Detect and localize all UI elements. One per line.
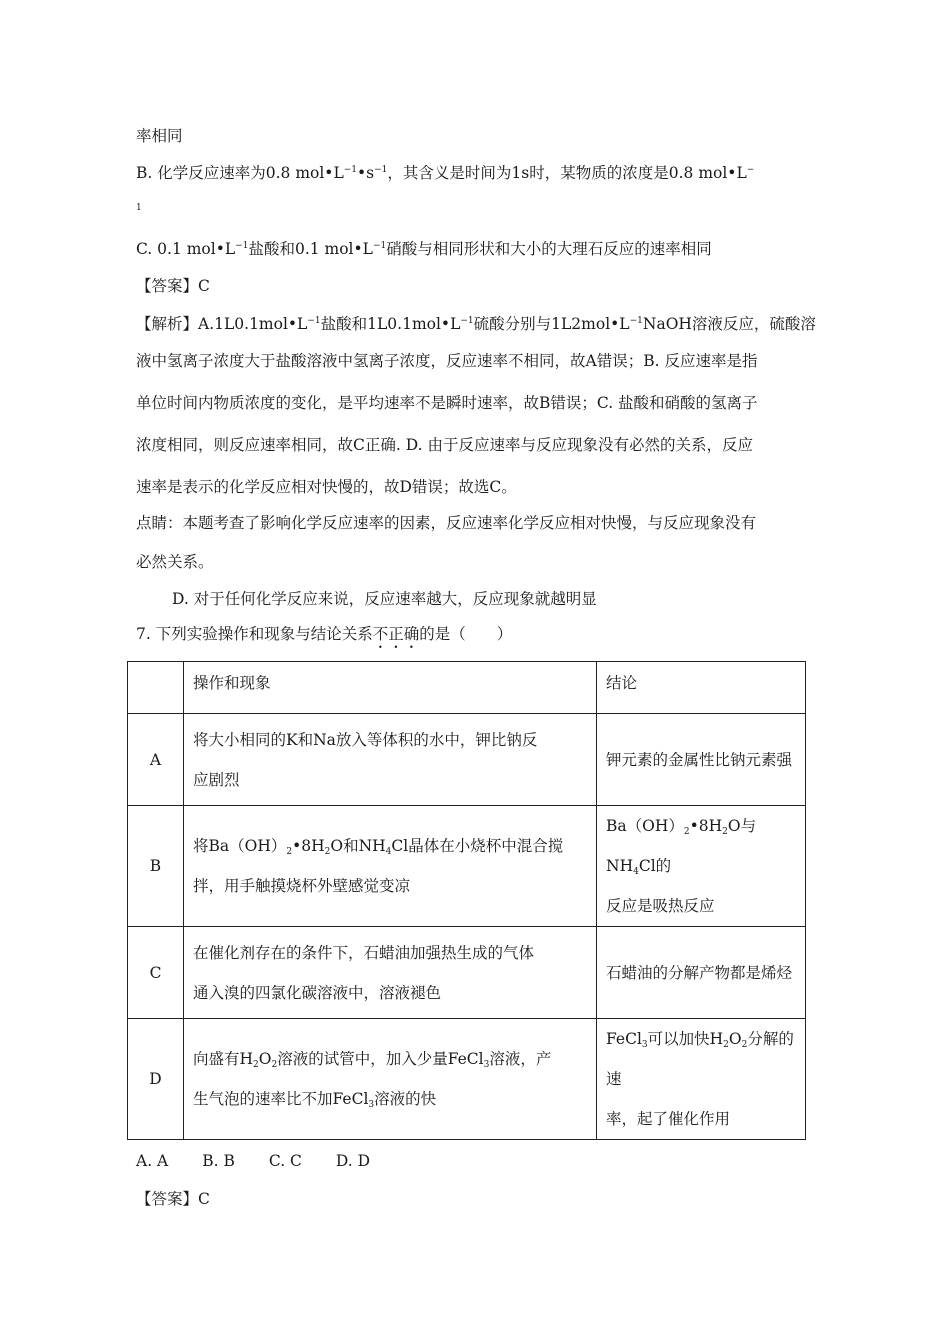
- option-b-line: [136, 163, 754, 183]
- text: 分解的速: [606, 1030, 794, 1088]
- text-line-wrap: [136, 198, 142, 218]
- text: 点睛：本题考查了影响化学反应速率的因素，反应速率化学反应相对快慢，与反应现象没有: [136, 514, 757, 532]
- row-label: [128, 714, 184, 806]
- text: 硫酸分别与1L2mol•L: [473, 315, 630, 333]
- superscript: −1: [629, 316, 643, 326]
- cell-line: 将大小相同的K和Na放入等体积的水中，钾比钠反: [193, 730, 538, 749]
- text: •8H: [292, 837, 325, 855]
- cell-line: 通入溴的四氯化碳溶液中，溶液褪色: [193, 983, 442, 1002]
- header-conclusion: 结论: [606, 674, 638, 692]
- conclusion-cell: [597, 806, 806, 927]
- text: 向盛有H: [193, 1050, 254, 1068]
- header-op: 操作和现象: [193, 674, 271, 692]
- subscript: 2: [253, 1060, 259, 1070]
- question-table: [127, 661, 806, 1140]
- superscript: −1: [235, 241, 249, 251]
- text: B. 化学反应速率为0.8 mol•L: [136, 164, 344, 182]
- option-a: A. A: [136, 1152, 169, 1170]
- text: 7. 下列实验操作和现象与结论关系: [136, 625, 373, 643]
- cell-line: 拌，用手触摸烧杯外壁感觉变凉: [193, 877, 411, 895]
- superscript: −1: [372, 241, 387, 251]
- text: 将Ba（OH）: [193, 837, 287, 855]
- option-c-line: [136, 239, 712, 259]
- row-label: [128, 927, 184, 1019]
- option-b: B. B: [202, 1152, 235, 1170]
- op-cell: [184, 1019, 597, 1140]
- subscript: 4: [633, 867, 639, 877]
- text: FeCl: [606, 1030, 642, 1048]
- question-7-stem: [136, 624, 512, 652]
- cell-line: [193, 1039, 590, 1079]
- cell-line: [193, 1079, 590, 1119]
- subscript: 2: [324, 847, 331, 857]
- superscript: −1: [374, 165, 388, 175]
- conclusion-cell: [597, 927, 806, 1019]
- text: C. 0.1 mol•L: [136, 240, 236, 258]
- option-c: C. C: [268, 1152, 302, 1170]
- text: 液中氢离子浓度大于盐酸溶液中氢离子浓度，反应速率不相同，故A错误；B. 反应速率是指: [136, 352, 758, 370]
- subscript: 3: [641, 1040, 648, 1050]
- text: 盐酸和0.1 mol•L: [248, 240, 373, 258]
- table-row: [128, 1019, 806, 1140]
- text: O: [258, 1050, 272, 1068]
- options-line: [136, 1151, 370, 1171]
- table-header-cell: [184, 662, 597, 714]
- text: 单位时间内物质浓度的变化，是平均速率不是瞬时速率，故B错误；C. 盐酸和硝酸的氢离子: [136, 394, 758, 412]
- cell-line: 钾元素的金属性比钠元素强: [606, 750, 793, 769]
- cell-line: 应剧烈: [193, 770, 240, 789]
- table-header-row: [128, 662, 806, 714]
- analysis-line: [136, 435, 753, 455]
- text: 1: [136, 203, 142, 213]
- text: 【解析】A.1L0.1mol•L: [136, 315, 308, 333]
- cell-line: 在催化剂存在的条件下，石蜡油加强热生成的气体: [193, 943, 535, 962]
- text-line: [136, 126, 183, 146]
- text: 硝酸与相同形状和大小的大理石反应的速率相同: [386, 240, 712, 258]
- subscript: 2: [271, 1060, 278, 1070]
- emphasized-text: 不正确: [372, 625, 420, 643]
- subscript: 2: [286, 847, 293, 857]
- subscript: 3: [368, 1100, 375, 1110]
- table-row: [128, 927, 806, 1019]
- table-cell: [128, 662, 184, 714]
- row-label: [128, 1019, 184, 1140]
- text: •8H: [689, 817, 723, 835]
- option-d-line: [172, 589, 597, 609]
- label-text: C: [149, 963, 162, 982]
- subscript: 2: [722, 827, 728, 837]
- superscript: −1: [460, 316, 474, 326]
- text: •s: [357, 164, 375, 182]
- text: 速率是表示的化学反应相对快慢的，故D错误；故选C。: [136, 478, 517, 496]
- superscript: −: [746, 165, 755, 175]
- label-text: D: [149, 1070, 162, 1088]
- conclusion-cell: [597, 1019, 806, 1140]
- answer-line: [136, 1189, 210, 1209]
- label-text: A: [149, 750, 162, 769]
- analysis-line: [136, 477, 517, 497]
- cell-line: 率，起了催化作用: [606, 1110, 731, 1128]
- op-cell: [184, 927, 597, 1019]
- table-row: [128, 714, 806, 806]
- subscript: 4: [385, 847, 392, 857]
- label-text: B: [149, 857, 162, 875]
- text: NaOH溶液反应，硫酸溶: [642, 315, 816, 333]
- text: 溶液，产: [489, 1050, 552, 1068]
- op-cell: [184, 806, 597, 927]
- subscript: 2: [723, 1040, 729, 1050]
- text: 溶液的试管中，加入少量FeCl: [277, 1050, 484, 1068]
- note-line: [136, 552, 214, 572]
- cell-line: [606, 806, 799, 886]
- cell-line: 反应是吸热反应: [606, 897, 715, 915]
- text: ，其含义是时间为1s时，某物质的浓度是0.8 mol•L: [387, 164, 747, 182]
- subscript: 2: [683, 827, 690, 837]
- text: 率相同: [136, 127, 183, 145]
- subscript: 2: [741, 1040, 748, 1050]
- answer-text: 【答案】C: [136, 1190, 210, 1208]
- superscript: −1: [307, 316, 321, 326]
- text: D. 对于任何化学反应来说，反应速率越大，反应现象就越明显: [172, 590, 597, 608]
- analysis-line: [136, 351, 757, 371]
- option-d: D. D: [335, 1152, 371, 1170]
- answer-line: [136, 276, 210, 296]
- table-header-cell: [597, 662, 806, 714]
- cell-line: 石蜡油的分解产物都是烯烃: [606, 963, 793, 982]
- text: 可以加快H: [647, 1030, 724, 1048]
- op-cell: [184, 714, 597, 806]
- analysis-line: [136, 314, 816, 334]
- text: O: [728, 1030, 742, 1048]
- analysis-line: [136, 393, 758, 413]
- conclusion-cell: [597, 714, 806, 806]
- answer-text: 【答案】C: [136, 277, 210, 295]
- text: 溶液的快: [374, 1090, 437, 1108]
- text: 必然关系。: [136, 553, 214, 571]
- text: Cl的: [638, 857, 672, 875]
- row-label: [128, 806, 184, 927]
- text: 盐酸和1L0.1mol•L: [320, 315, 461, 333]
- cell-line: [193, 826, 590, 866]
- cell-line: [606, 1019, 799, 1099]
- text: 生气泡的速率比不加FeCl: [193, 1090, 369, 1108]
- text: 浓度相同，则反应速率相同，故C正确. D. 由于反应速率与反应现象没有必然的关系，反应: [136, 436, 753, 454]
- text: Ba（OH）: [606, 817, 684, 835]
- table-row: [128, 806, 806, 927]
- subscript: 3: [483, 1060, 490, 1070]
- text: 的是（ ）: [419, 625, 513, 643]
- superscript: −1: [343, 165, 358, 175]
- text: Cl晶体在小烧杯中混合搅: [391, 837, 564, 855]
- note-line: [136, 513, 756, 533]
- text: O与NH: [606, 817, 757, 875]
- text: O和NH: [330, 837, 386, 855]
